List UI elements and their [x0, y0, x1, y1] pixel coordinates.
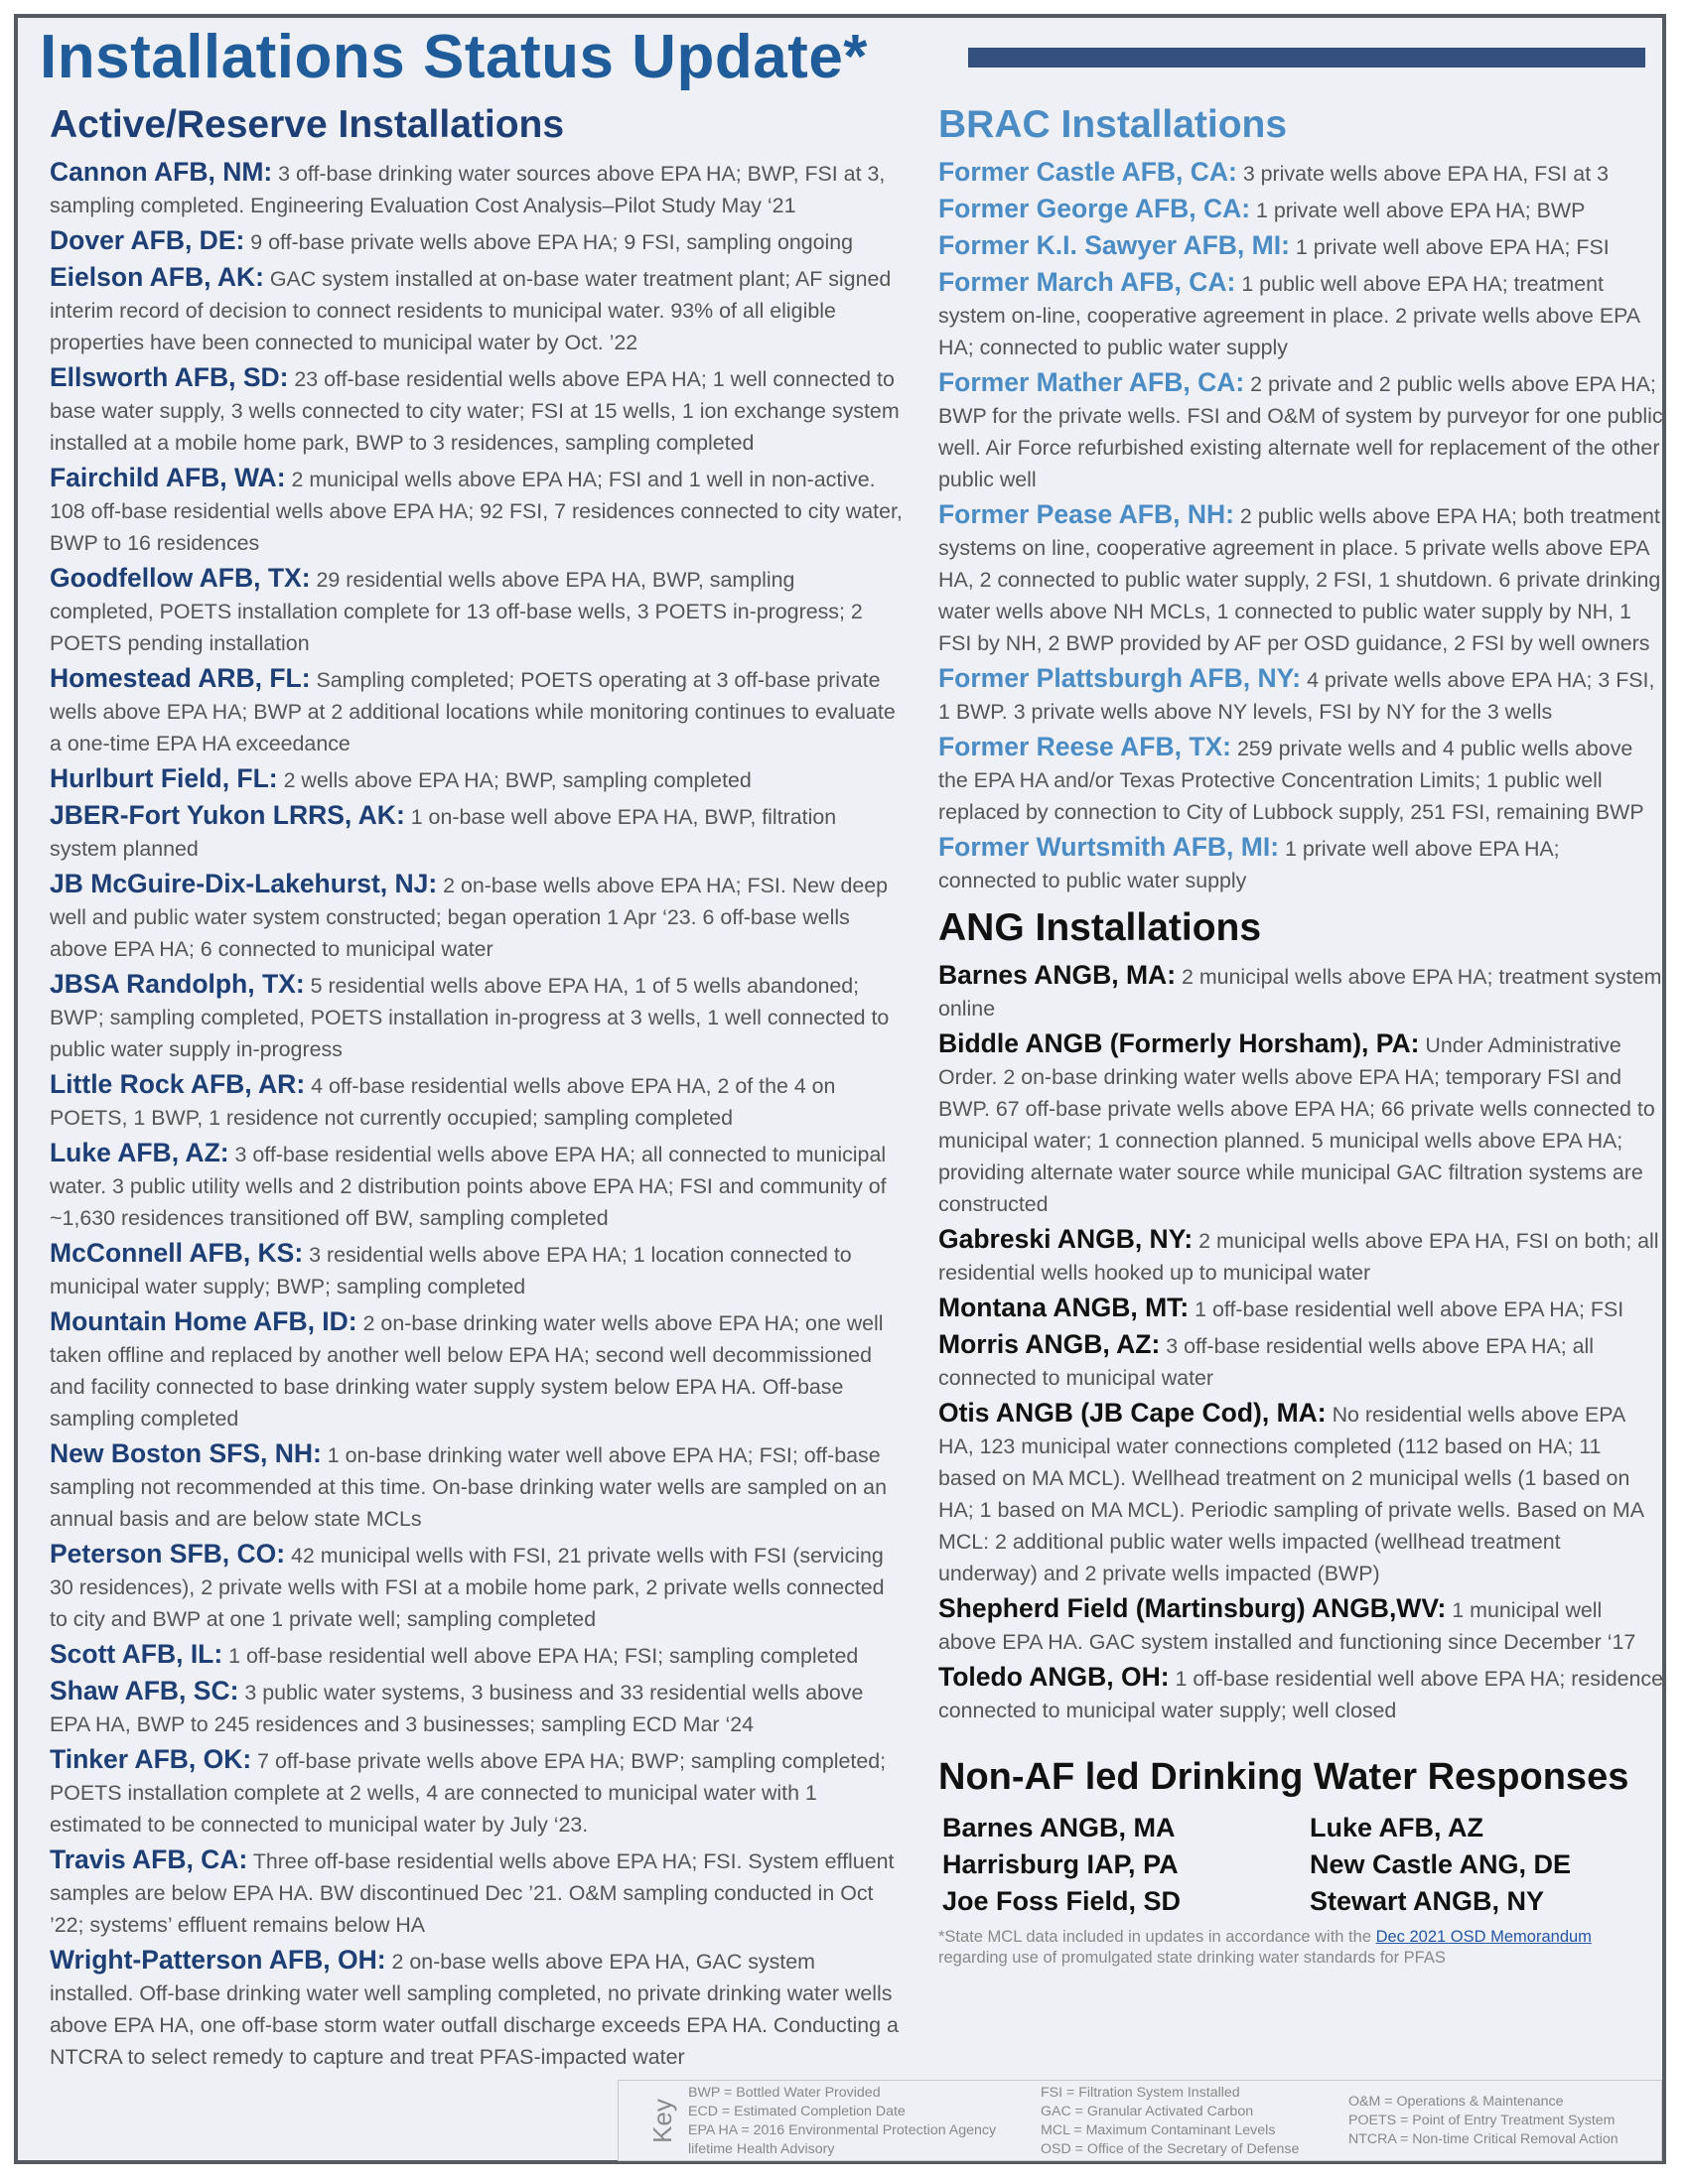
installation-entry [50, 1437, 904, 1535]
installation-status: 2 on-base wells above EPA HA; FSI. New deep well and public water system constructed; began operation 1 Apr ‘23. 6 off-base wells above EPA HA; 6 connected to municipal water [50, 873, 889, 961]
installation-name: Fairchild AFB, WA: [50, 462, 286, 492]
brac-heading: BRAC Installations [938, 103, 1288, 146]
installation-status: 5 residential wells above EPA HA, 1 of 5 wells abandoned; BWP; sampling completed, POETS installation in-progress at 3 wells, 1 well connected to public water supply in-progress [50, 973, 890, 1061]
installation-status: 2 municipal wells above EPA HA; FSI and 1 well in non-active. 108 off-base residential wells above EPA HA; 92 FSI, 7 residences connected to city water, BWP to 16 residences [50, 467, 903, 555]
key-label: Key [646, 2098, 677, 2143]
installation-entry [50, 1944, 904, 2073]
key-entry: POETS = Point of Entry Treatment System [1348, 2113, 1616, 2128]
installation-name: Cannon AFB, NM: [50, 156, 273, 187]
active-installations-list [50, 156, 904, 2073]
key-column-3 [1348, 2093, 1618, 2149]
installation-status: 259 private wells and 4 public wells above the EPA HA and/or Texas Protective Concentration Limits; 1 public well replaced by connection to City of Lubbock supply, 251 FSI, remaining BWP [938, 736, 1644, 824]
installation-entry [50, 868, 904, 965]
ang-installations-list [938, 959, 1663, 1726]
installation-entry [50, 1237, 904, 1302]
footnote-text: *State MCL data included in updates in accordance with the [938, 1928, 1376, 1947]
installation-name: JBER-Fort Yukon LRRS, AK: [50, 799, 405, 830]
installation-name: Gabreski ANGB, NY: [938, 1223, 1194, 1254]
installation-entry [938, 959, 1663, 1024]
installation-entry [50, 1068, 904, 1134]
installation-status: 9 off-base private wells above EPA HA; 9 FSI, sampling ongoing [244, 229, 854, 254]
installation-entry [938, 1661, 1663, 1726]
non-af-item: Joe Foss Field, SD [942, 1886, 1182, 1917]
installation-entry [938, 193, 1663, 226]
non-af-heading: Non-AF led Drinking Water Responses [938, 1755, 1629, 1798]
installation-entry [938, 1397, 1663, 1589]
installation-name: Barnes ANGB, MA: [938, 959, 1177, 990]
installation-name: Luke AFB, AZ: [50, 1137, 229, 1167]
left-column [50, 103, 904, 2076]
installation-name: Wright-Patterson AFB, OH: [50, 1944, 386, 1975]
installation-entry [50, 1538, 904, 1635]
osd-memorandum-link[interactable]: Dec 2021 OSD Memorandum [1375, 1928, 1592, 1947]
installation-status: 3 off-base drinking water sources above EPA HA; BWP, FSI at 3, sampling completed. Engineering Evaluation Cost Analysis–Pilot Study May ‘21 [50, 161, 886, 217]
page-title: Installations Status Update* [40, 23, 868, 91]
installation-name: Dover AFB, DE: [50, 224, 245, 255]
installation-entry [50, 261, 904, 358]
installation-name: Montana ANGB, MT: [938, 1292, 1190, 1322]
installation-entry [938, 1292, 1663, 1325]
installation-name: Shaw AFB, SC: [50, 1675, 239, 1706]
installation-entry [50, 762, 904, 796]
installation-entry [50, 662, 904, 759]
non-af-item: Stewart ANGB, NY [1310, 1886, 1545, 1917]
installation-name: Peterson SFB, CO: [50, 1538, 286, 1569]
installation-status: Three off-base residential wells above EPA HA; FSI. System effluent samples are below EPA HA. BW discontinued Dec ’21. O&M sampling conducted in Oct ’22; systems’ effluent remains below HA [50, 1848, 895, 1937]
installation-entry [50, 968, 904, 1065]
installation-name: McConnell AFB, KS: [50, 1237, 304, 1268]
installation-status: 1 municipal well above EPA HA. GAC system installed and functioning since December ‘17 [938, 1597, 1636, 1654]
non-af-item: Harrisburg IAP, PA [942, 1849, 1179, 1880]
installation-name: Former Castle AFB, CA: [938, 156, 1237, 187]
installation-status: 1 off-base residential well above EPA HA; residence connected to municipal water supply; well closed [938, 1666, 1664, 1722]
key-entry: OSD = Office of the Secretary of Defense [1041, 2141, 1300, 2157]
installation-status: 7 off-base private wells above EPA HA; BWP; sampling completed; POETS installation complete at 2 wells, 4 are connected to municipal water with 1 estimated to be connected to municipal water by July ‘23. [50, 1748, 887, 1837]
key-box [618, 2080, 1662, 2161]
installation-entry [50, 1638, 904, 1672]
installation-entry [938, 266, 1663, 363]
installation-status: No residential wells above EPA HA, 123 municipal water connections completed (112 based on HA; 11 based on MA MCL). Wellhead treatment on 2 municipal wells (1 based on HA; 1 based on MA MCL). Periodic sampling of private wells. Based on MA MCL: 2 additional public water wells impacted (wellhead treatment underway) and 2 private wells impacted (BWP) [938, 1402, 1643, 1585]
installation-entry [50, 1843, 904, 1941]
footnote-text-end: regarding use of promulgated state drinking water standards for PFAS [938, 1949, 1446, 1968]
installation-status: 29 residential wells above EPA HA, BWP, sampling completed, POETS installation complete for 13 off-base wells, 3 POETS in-progress; 2 POETS pending installation [50, 567, 863, 655]
active-reserve-heading: Active/Reserve Installations [50, 103, 565, 146]
installation-name: JB McGuire-Dix-Lakehurst, NJ: [50, 868, 438, 898]
key-column-2 [1041, 2084, 1299, 2159]
installation-status: 3 private wells above EPA HA, FSI at 3 [1236, 161, 1609, 186]
key-entry: lifetime Health Advisory [688, 2141, 835, 2157]
installation-entry [50, 1743, 904, 1841]
installation-entry [938, 831, 1663, 896]
non-af-item: Luke AFB, AZ [1310, 1813, 1483, 1843]
installation-entry [938, 1223, 1663, 1289]
non-af-item: New Castle ANG, DE [1310, 1849, 1572, 1880]
installation-name: Scott AFB, IL: [50, 1638, 223, 1669]
installation-status: 1 on-base well above EPA HA, BWP, filtration system planned [50, 804, 837, 861]
installation-status: 2 municipal wells above EPA HA, FSI on both; all residential wells hooked up to municipal water [938, 1228, 1659, 1285]
right-column [938, 103, 1663, 1969]
installation-name: Little Rock AFB, AR: [50, 1068, 306, 1099]
installation-name: Former K.I. Sawyer AFB, MI: [938, 229, 1290, 260]
installation-status: 3 off-base residential wells above EPA HA; all connected to municipal water [938, 1333, 1595, 1390]
installation-entry [938, 1027, 1663, 1220]
installation-name: Hurlburt Field, FL: [50, 762, 278, 793]
installation-name: Mountain Home AFB, ID: [50, 1305, 357, 1336]
installation-status: 1 private well above EPA HA; connected to public water supply [938, 836, 1560, 892]
installation-status: 2 on-base drinking water wells above EPA HA; one well taken offline and replaced by another well below EPA HA; second well decommissioned and facility connected to base drinking water supply system below EPA HA. Off-base sampling completed [50, 1310, 884, 1431]
installation-entry [938, 731, 1663, 828]
installation-name: Biddle ANGB (Formerly Horsham), PA: [938, 1027, 1420, 1058]
installation-name: Former George AFB, CA: [938, 193, 1251, 223]
installation-entry [938, 1592, 1663, 1658]
installation-name: New Boston SFS, NH: [50, 1437, 322, 1468]
installation-status: 23 off-base residential wells above EPA HA; 1 well connected to base water supply, 3 wells connected to city water; FSI at 15 wells, 1 ion exchange system installed at a mobile home park, BWP to 3 residences, sampling completed [50, 366, 900, 455]
installation-name: Eielson AFB, AK: [50, 261, 264, 292]
installation-name: Travis AFB, CA: [50, 1843, 248, 1874]
installation-name: JBSA Randolph, TX: [50, 968, 305, 999]
installation-name: Former Wurtsmith AFB, MI: [938, 831, 1280, 862]
footnote [938, 1927, 1663, 1969]
installation-status: 4 off-base residential wells above EPA HA, 2 of the 4 on POETS, 1 BWP, 1 residence not currently occupied; sampling completed [50, 1073, 836, 1130]
installation-entry [50, 224, 904, 258]
installation-name: Goodfellow AFB, TX: [50, 562, 311, 593]
installation-status: 2 wells above EPA HA; BWP, sampling completed [277, 767, 752, 792]
installation-status: GAC system installed at on-base water treatment plant; AF signed interim record of decision to connect residents to municipal water. 93% of all eligible properties have been connected to municipal water by Oct. ’22 [50, 266, 892, 354]
key-entry: NTCRA = Non-time Critical Removal Action [1348, 2131, 1618, 2147]
key-column-1 [688, 2084, 996, 2159]
installation-name: Otis ANGB (JB Cape Cod), MA: [938, 1397, 1327, 1428]
installation-status: 42 municipal wells with FSI, 21 private wells with FSI (servicing 30 residences), 2 private wells with FSI at a mobile home park, 2 private wells connected to city and BWP at one 1 private well; sampling completed [50, 1543, 885, 1631]
installation-status: 3 off-base residential wells above EPA HA; all connected to municipal water. 3 public utility wells and 2 distribution points above EPA HA; FSI and community of ~1,630 residences transitioned off BW, sampling completed [50, 1142, 887, 1230]
installation-status: 2 public wells above EPA HA; both treatment systems on line, cooperative agreement in place. 5 private wells above EPA HA, 2 connected to public water supply, 2 FSI, 1 shutdown. 6 private drinking water wells above NH MCLs, 1 connected to public water supply by NH, 1 FSI by NH, 2 BWP provided by AF per OSD guidance, 2 FSI by well owners [938, 503, 1661, 655]
installation-status: 2 on-base wells above EPA HA, GAC system installed. Off-base drinking water well sampling completed, no private drinking water wells above EPA HA, one off-base storm water outfall discharge exceeds EPA HA. Conducting a NTCRA to select remedy to capture and treat PFAS-impacted water [50, 1949, 899, 2069]
installation-name: Former Plattsburgh AFB, NY: [938, 662, 1302, 693]
key-entry: GAC = Granular Activated Carbon [1041, 2104, 1254, 2119]
installation-name: Morris ANGB, AZ: [938, 1328, 1161, 1359]
installation-entry [50, 1137, 904, 1234]
title-accent-bar [968, 48, 1645, 68]
installation-entry [50, 562, 904, 659]
key-entry: MCL = Maximum Contaminant Levels [1041, 2122, 1276, 2138]
installation-entry [938, 662, 1663, 728]
installation-entry [50, 156, 904, 221]
installation-entry [938, 156, 1663, 190]
installation-entry [50, 1675, 904, 1740]
installation-status: 1 off-base residential well above EPA HA; FSI [1189, 1297, 1624, 1321]
installation-status: 1 off-base residential well above EPA HA; FSI; sampling completed [222, 1643, 859, 1668]
installation-entry [938, 1328, 1663, 1394]
installation-entry [50, 799, 904, 865]
installation-entry [50, 1305, 904, 1434]
installation-status: 3 residential wells above EPA HA; 1 location connected to municipal water supply; BWP; sampling completed [50, 1242, 852, 1298]
installation-name: Shepherd Field (Martinsburg) ANGB,WV: [938, 1592, 1447, 1623]
brac-installations-list [938, 156, 1663, 896]
key-entry: EPA HA = 2016 Environmental Protection Agency [688, 2122, 997, 2138]
installation-name: Former March AFB, CA: [938, 266, 1236, 297]
installation-status: 1 private well above EPA HA; FSI [1289, 234, 1610, 259]
installation-status: 3 public water systems, 3 business and 33 residential wells above EPA HA, BWP to 245 residences and 3 businesses; sampling ECD Mar ‘24 [50, 1680, 864, 1736]
installation-name: Former Reese AFB, TX: [938, 731, 1232, 761]
non-af-item: Barnes ANGB, MA [942, 1813, 1176, 1843]
installation-status: 2 private and 2 public wells above EPA HA; BWP for the private wells. FSI and O&M of system by purveyor for one public well. Air Force refurbished existing alternate well for replacement of the other public well [938, 371, 1663, 491]
installation-entry [938, 366, 1663, 495]
installation-status: 4 private wells above EPA HA; 3 FSI, 1 BWP. 3 private wells above NY levels, FSI by NY for the 3 wells [938, 667, 1655, 724]
installation-status: 1 on-base drinking water well above EPA HA; FSI; off-base sampling not recommended at this time. On-base drinking water wells are sampled on an annual basis and are below state MCLs [50, 1442, 887, 1531]
installation-name: Ellsworth AFB, SD: [50, 361, 289, 392]
installation-entry [50, 361, 904, 459]
key-entry: BWP = Bottled Water Provided [688, 2085, 881, 2101]
installation-name: Former Pease AFB, NH: [938, 498, 1234, 529]
installation-status: 1 public well above EPA HA; treatment system on-line, cooperative agreement in place. 2 private wells above EPA HA; connected to public water supply [938, 271, 1639, 359]
installation-entry [50, 462, 904, 559]
installation-entry [938, 498, 1663, 659]
key-entry: O&M = Operations & Maintenance [1348, 2094, 1564, 2110]
key-entry: FSI = Filtration System Installed [1041, 2085, 1240, 2101]
installation-status: 2 municipal wells above EPA HA; treatment system online [938, 964, 1662, 1021]
non-af-list [942, 1813, 1663, 1917]
installation-status: Under Administrative Order. 2 on-base drinking water wells above EPA HA; temporary FSI and BWP. 67 off-base private wells above EPA HA; 66 private wells connected to municipal water; 1 connection planned. 5 municipal wells above EPA HA; providing alternate water source while municipal GAC filtration systems are constructed [938, 1032, 1655, 1216]
installation-status: 1 private well above EPA HA; BWP [1250, 198, 1586, 222]
installation-name: Toledo ANGB, OH: [938, 1661, 1170, 1692]
installation-entry [938, 229, 1663, 263]
installation-name: Tinker AFB, OK: [50, 1743, 252, 1774]
key-entry: ECD = Estimated Completion Date [688, 2104, 906, 2119]
ang-heading: ANG Installations [938, 905, 1262, 949]
non-af-section [938, 1756, 1663, 1918]
installation-name: Homestead ARB, FL: [50, 662, 311, 693]
installation-name: Former Mather AFB, CA: [938, 366, 1245, 397]
installation-status: Sampling completed; POETS operating at 3 off-base private wells above EPA HA; BWP at 2 additional locations while monitoring continues to evaluate a one-time EPA HA exceedance [50, 667, 896, 755]
